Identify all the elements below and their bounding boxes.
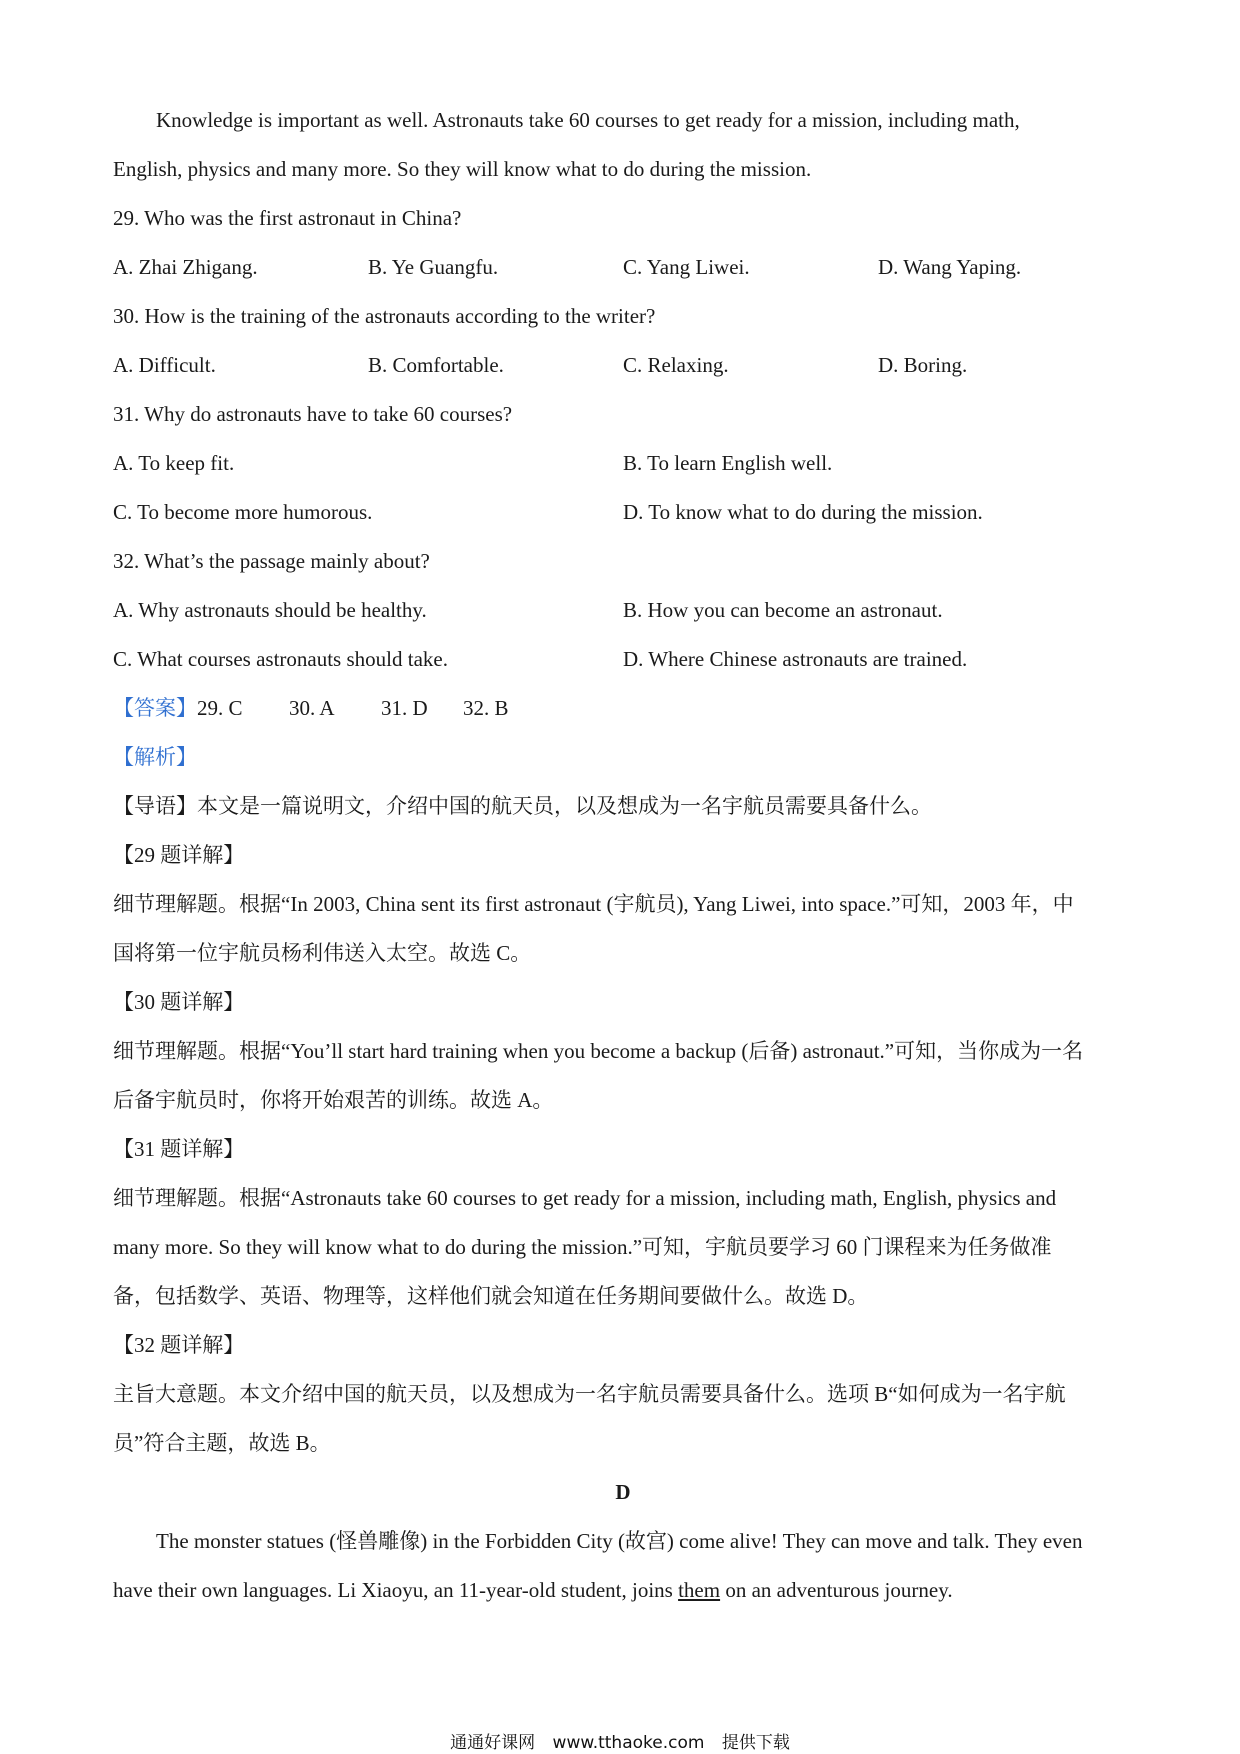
section-d-line: The monster statues (怪兽雕像) in the Forbidden City (故宫) come alive! They can move and talk. They even <box>156 1529 1083 1553</box>
answer-item: 29. C <box>197 696 243 720</box>
detail-30-heading: 【30 题详解】 <box>113 990 245 1014</box>
option-b: B. To learn English well. <box>623 451 833 475</box>
detail-31-heading: 【31 题详解】 <box>113 1137 245 1161</box>
question-32: 32. What’s the passage mainly about? <box>113 549 430 573</box>
option-a: A. Difficult. <box>113 353 216 377</box>
option-a: A. Why astronauts should be healthy. <box>113 598 427 622</box>
section-d-line <box>113 1566 1133 1615</box>
detail-31-line: 细节理解题。根据“Astronauts take 60 courses to get ready for a mission, including math, English, physics and <box>113 1186 1057 1210</box>
option-b: B. How you can become an astronaut. <box>623 598 943 622</box>
option-d: D. To know what to do during the mission. <box>623 500 983 524</box>
option-d: D. Boring. <box>878 353 968 377</box>
answer-tag: 【答案】 <box>113 696 197 720</box>
detail-30-line: 后备宇航员时，你将开始艰苦的训练。故选 A。 <box>113 1088 554 1112</box>
passage-line: Knowledge is important as well. Astronauts take 60 courses to get ready for a mission, including math, <box>156 108 1020 132</box>
section-d-text: on an adventurous journey. <box>720 1578 953 1602</box>
option-b: B. Ye Guangfu. <box>368 255 499 279</box>
option-d: D. Wang Yaping. <box>878 255 1022 279</box>
option-c: C. What courses astronauts should take. <box>113 647 448 671</box>
footer-note: 提供下载 <box>721 1733 790 1753</box>
analysis-tag: 【解析】 <box>113 745 197 769</box>
question-30: 30. How is the training of the astronauts according to the writer? <box>113 304 656 328</box>
option-a: A. To keep fit. <box>113 451 235 475</box>
passage-line: English, physics and many more. So they will know what to do during the mission. <box>113 157 812 181</box>
question-29: 29. Who was the first astronaut in China? <box>113 206 462 230</box>
option-b: B. Comfortable. <box>368 353 504 377</box>
footer-site-name: 通通好课网 <box>450 1733 536 1753</box>
option-a: A. Zhai Zhigang. <box>113 255 258 279</box>
answer-item: 31. D <box>381 696 428 720</box>
option-c: C. Relaxing. <box>623 353 729 377</box>
question-32-options-row1 <box>113 586 1133 635</box>
question-29-options <box>113 243 1133 292</box>
answer-item: 30. A <box>289 696 335 720</box>
question-32-options-row2 <box>113 635 1133 684</box>
option-c: C. Yang Liwei. <box>623 255 750 279</box>
option-c: C. To become more humorous. <box>113 500 373 524</box>
detail-31-line: many more. So they will know what to do during the mission.”可知，宇航员要学习 60 门课程来为任务做准 <box>113 1235 1052 1259</box>
detail-29-line: 细节理解题。根据“In 2003, China sent its first astronaut (宇航员), Yang Liwei, into space.”可知，2003 年，中 <box>113 892 1074 916</box>
detail-32-line: 主旨大意题。本文介绍中国的航天员，以及想成为一名宇航员需要具备什么。选项 B“如何成为一名宇航 <box>113 1382 1066 1406</box>
answer-line <box>113 684 1133 733</box>
underlined-word: them <box>678 1578 721 1602</box>
section-d-title: D <box>615 1480 631 1504</box>
detail-29-heading: 【29 题详解】 <box>113 843 245 867</box>
detail-32-heading: 【32 题详解】 <box>113 1333 245 1357</box>
question-31-options-row1 <box>113 439 1133 488</box>
answer-item: 32. B <box>463 696 509 720</box>
detail-30-line: 细节理解题。根据“You’ll start hard training when you become a backup (后备) astronaut.”可知，当你成为一名 <box>113 1039 1084 1063</box>
detail-31-line: 备，包括数学、英语、物理等，这样他们就会知道在任务期间要做什么。故选 D。 <box>113 1284 869 1308</box>
section-d-text: have their own languages. Li Xiaoyu, an 11-year-old student, joins <box>113 1578 679 1602</box>
detail-29-line: 国将第一位宇航员杨利伟送入太空。故选 C。 <box>113 941 532 965</box>
page-footer <box>0 1728 1240 1753</box>
question-31: 31. Why do astronauts have to take 60 courses? <box>113 402 513 426</box>
footer-url: www.tthaoke.com <box>552 1733 705 1753</box>
detail-32-line: 员”符合主题，故选 B。 <box>113 1431 331 1455</box>
option-d: D. Where Chinese astronauts are trained. <box>623 647 968 671</box>
question-30-options <box>113 341 1133 390</box>
intro-line: 【导语】本文是一篇说明文，介绍中国的航天员，以及想成为一名宇航员需要具备什么。 <box>113 794 932 818</box>
question-31-options-row2 <box>113 488 1133 537</box>
document-page <box>113 96 1133 1615</box>
